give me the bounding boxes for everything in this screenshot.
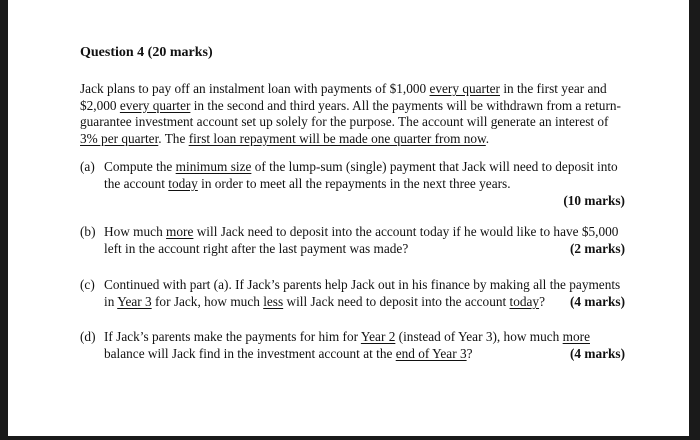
part-b-text: How much: [104, 224, 167, 239]
intro-text: .: [485, 130, 490, 146]
right-border: [689, 0, 700, 440]
part-b-label: (b): [80, 224, 96, 239]
part-c-text: Continued with part (a). If Jack’s parents help Jack out in his finance by making all the payments in: [104, 277, 621, 309]
part-a-marks: (10 marks): [563, 193, 625, 208]
part-a: [80, 158, 625, 209]
part-b-text: will Jack need to deposit into the account today if he would like to have $5,000 left in the account right after the last payment was made?: [104, 224, 619, 256]
part-a-emphasis: today: [168, 176, 198, 191]
part-d: [80, 328, 625, 362]
part-d-text: balance will Jack find in the investment account at the: [104, 346, 396, 361]
part-d-text: ?: [466, 346, 473, 361]
part-d-emphasis: more: [562, 329, 590, 344]
intro-emphasis: first loan repayment will be made one quarter from now: [188, 130, 486, 146]
part-a-text: Compute the: [104, 159, 176, 174]
part-d-emphasis: end of Year 3: [395, 346, 467, 361]
left-border: [0, 0, 8, 440]
part-a-text: in order to meet all the repayments in the next three years.: [197, 176, 511, 191]
part-b-body: [104, 223, 625, 257]
part-c-emphasis: today: [509, 294, 540, 309]
part-d-marks: (4 marks): [569, 346, 625, 361]
part-c-text: will Jack need to deposit into the account: [283, 294, 510, 309]
part-a-text: of the lump-sum (single) payment that Jack will need to deposit into the account: [104, 159, 618, 191]
intro-text: Jack plans to pay off an instalment loan with payments of $1,000: [80, 81, 430, 96]
question-intro: [80, 81, 625, 147]
bottom-border: [0, 436, 700, 440]
part-b-emphasis: more: [166, 224, 194, 239]
part-a-label: (a): [80, 159, 95, 174]
part-c-label: (c): [80, 277, 95, 292]
part-c-marks: (4 marks): [569, 294, 625, 309]
part-a-body: [104, 158, 625, 192]
part-a-emphasis: minimum size: [175, 159, 252, 174]
intro-emphasis: every quarter: [119, 97, 191, 113]
part-d-text: If Jack’s parents make the payments for him for: [104, 329, 361, 344]
part-c-emphasis: Year 3: [117, 294, 152, 309]
part-d-label: (d): [80, 329, 96, 344]
question-heading: Question 4 (20 marks): [80, 45, 213, 60]
part-c-emphasis: less: [263, 294, 284, 309]
part-b: [80, 223, 625, 257]
intro-emphasis: 3% per quarter: [80, 130, 159, 146]
intro-text: in the second and third years. All the payments will be withdrawn from a return-guarantee investment account set up solely for the purpose. The account will generate an interest of: [80, 97, 621, 129]
part-c-text: ?: [539, 294, 545, 309]
part-b-marks: (2 marks): [569, 241, 625, 256]
part-c-text: for Jack, how much: [151, 294, 264, 309]
part-d-emphasis: Year 2: [360, 329, 396, 344]
intro-emphasis: every quarter: [429, 81, 500, 96]
part-c-body: [104, 276, 625, 310]
part-d-body: [104, 328, 625, 362]
intro-text: . The: [158, 130, 189, 146]
part-c: [80, 276, 625, 310]
part-d-text: (instead of Year 3), how much: [395, 329, 563, 344]
intro-text: in the first year and $2,000: [80, 81, 607, 113]
